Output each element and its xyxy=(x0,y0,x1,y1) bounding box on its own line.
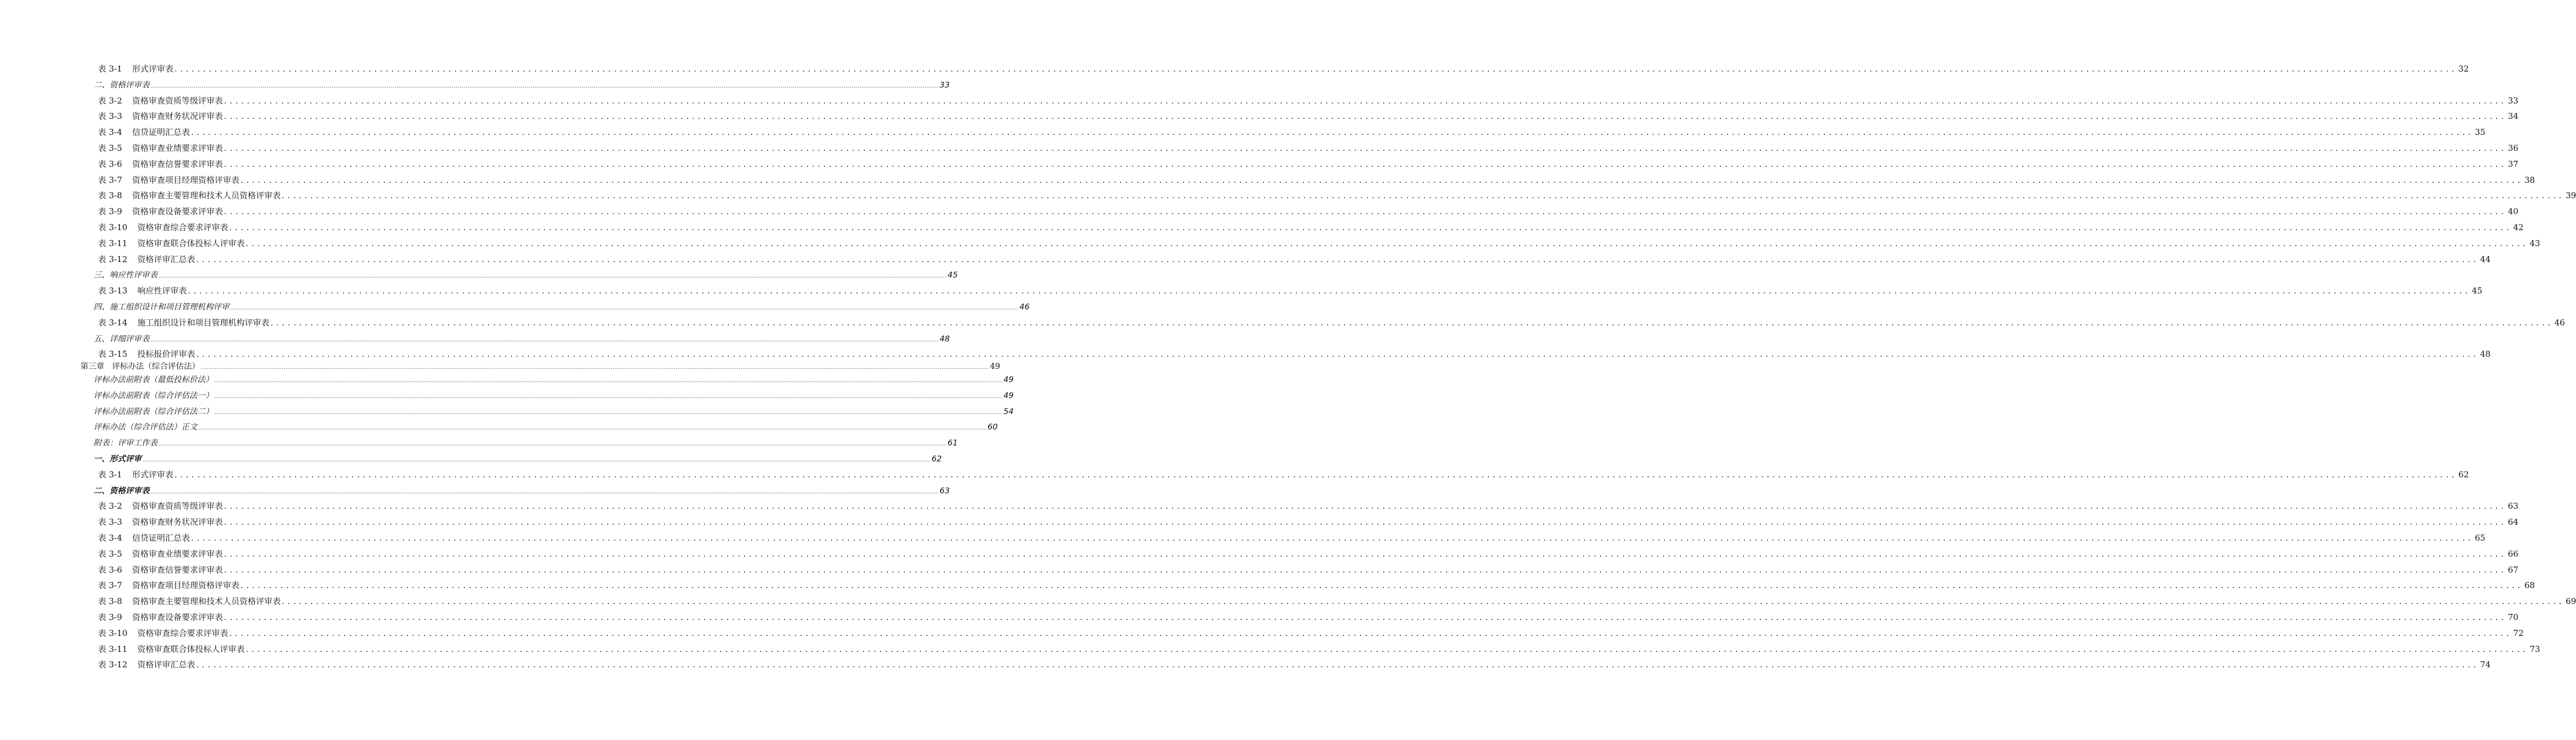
toc-entry-title xyxy=(98,174,239,186)
toc-entry-name: 资格审查主要管理和技术人员资格评审表 xyxy=(132,596,281,607)
toc-entry-name: 资格审查财务状况评审表 xyxy=(132,517,223,527)
toc-dot-leader: ................................................................................................................................................................................................................................................................................................................................................................................................................ xyxy=(223,564,2507,575)
toc-entry[interactable] xyxy=(98,532,2486,543)
toc-dot-leader: ................................................................................................................................................................................................................................................................................................................................................................................................................ xyxy=(143,457,931,463)
toc-entry[interactable] xyxy=(98,564,2519,575)
toc-entry-code: 表 3-6 xyxy=(98,564,122,575)
toc-entry-title xyxy=(98,126,190,138)
toc-dot-leader: ................................................................................................................................................................................................................................................................................................................................................................................................................ xyxy=(190,127,2474,138)
toc-entry-title xyxy=(98,469,173,480)
toc-page-number: 62 xyxy=(931,455,942,464)
toc-entry-title xyxy=(98,579,239,591)
toc-page-number: 45 xyxy=(2471,286,2482,296)
toc-dot-leader: ................................................................................................................................................................................................................................................................................................................................................................................................................ xyxy=(214,378,1002,384)
toc-dot-leader: ................................................................................................................................................................................................................................................................................................................................................................................................................ xyxy=(196,254,2479,264)
toc-entry-code: 表 3-2 xyxy=(98,501,122,512)
toc-entry-name: 资格审查业绩要求评审表 xyxy=(132,548,223,559)
toc-entry[interactable] xyxy=(98,500,2519,512)
toc-entry-name: 资格审查设备要求评审表 xyxy=(132,612,223,622)
toc-entry-title xyxy=(98,158,223,170)
toc-page-number: 62 xyxy=(2458,469,2469,480)
toc-dot-leader: ................................................................................................................................................................................................................................................................................................................................................................................................................ xyxy=(150,336,938,343)
toc-entry-name: 资格审查设备要求评审表 xyxy=(132,206,223,217)
toc-entry[interactable] xyxy=(98,142,2519,154)
toc-entry-name: 资格审查资质等级评审表 xyxy=(132,95,223,106)
toc-dot-leader: ................................................................................................................................................................................................................................................................................................................................................................................................................ xyxy=(223,206,2507,217)
toc-entry-code: 表 3-12 xyxy=(98,254,128,264)
toc-page-number: 45 xyxy=(947,271,958,280)
toc-dot-leader: ................................................................................................................................................................................................................................................................................................................................................................................................................ xyxy=(214,409,1002,416)
toc-page-number: 46 xyxy=(2554,317,2565,328)
toc-dot-leader: ................................................................................................................................................................................................................................................................................................................................................................................................................ xyxy=(223,548,2507,559)
toc-entry-title: 五、详细评审表 xyxy=(94,334,150,344)
toc-entry-title xyxy=(98,348,195,360)
toc-page-number: 60 xyxy=(987,423,998,432)
toc-entry-title: 二、资格评审表 xyxy=(94,486,150,496)
toc-entry[interactable] xyxy=(98,516,2519,527)
toc-entry[interactable] xyxy=(98,253,2491,265)
toc-dot-leader: ................................................................................................................................................................................................................................................................................................................................................................................................................ xyxy=(159,441,947,448)
toc-entry-code: 表 3-10 xyxy=(98,628,128,638)
toc-entry-code: 表 3-14 xyxy=(98,317,128,328)
toc-dot-leader: ................................................................................................................................................................................................................................................................................................................................................................................................................ xyxy=(240,175,2524,185)
toc-entry[interactable] xyxy=(98,63,2469,74)
toc-entry-code: 表 3-3 xyxy=(98,111,122,122)
toc-entry-title xyxy=(98,253,195,265)
toc-entry-title xyxy=(98,548,223,559)
toc-entry-title xyxy=(98,285,187,296)
toc-page-number: 69 xyxy=(2566,596,2576,607)
toc-entry-title: 四、施工组织设计和项目管理机构评审 xyxy=(94,303,230,312)
toc-entry[interactable] xyxy=(80,360,1000,372)
toc-entry[interactable] xyxy=(98,237,2540,249)
toc-entry-name: 资格审查联合体投标人评审表 xyxy=(137,238,245,248)
toc-page-number: 32 xyxy=(2458,64,2469,74)
toc-page-number: 70 xyxy=(2508,612,2519,622)
toc-dot-leader: ................................................................................................................................................................................................................................................................................................................................................................................................................ xyxy=(159,273,947,280)
toc-page-number: 65 xyxy=(2475,533,2486,543)
toc-entry-name: 资格审查资质等级评审表 xyxy=(132,501,223,512)
toc-entry[interactable] xyxy=(98,317,2565,328)
toc-dot-leader: ................................................................................................................................................................................................................................................................................................................................................................................................................ xyxy=(196,660,2479,670)
toc-dot-leader: ................................................................................................................................................................................................................................................................................................................................................................................................................ xyxy=(214,393,1002,400)
toc-entry[interactable] xyxy=(94,79,950,90)
toc-entry[interactable] xyxy=(98,158,2519,170)
toc-entry-name: 资格审查项目经理资格评审表 xyxy=(132,175,239,185)
toc-entry-code: 表 3-1 xyxy=(98,64,122,74)
toc-entry-code: 表 3-9 xyxy=(98,206,122,217)
toc-entry-code: 表 3-10 xyxy=(98,222,128,232)
toc-page-number: 66 xyxy=(2508,548,2519,559)
toc-page-number: 64 xyxy=(2508,517,2519,527)
toc-entry-title xyxy=(98,189,281,201)
toc-dot-leader: ................................................................................................................................................................................................................................................................................................................................................................................................................ xyxy=(223,159,2507,169)
toc-dot-leader: ................................................................................................................................................................................................................................................................................................................................................................................................................ xyxy=(196,349,2479,360)
toc-dot-leader: ................................................................................................................................................................................................................................................................................................................................................................................................................ xyxy=(281,191,2565,201)
toc-entry[interactable] xyxy=(98,579,2535,591)
toc-entry-code: 表 3-11 xyxy=(98,644,128,654)
toc-page-number: 33 xyxy=(939,80,950,90)
toc-page-number: 40 xyxy=(2508,206,2519,217)
toc-page-number: 48 xyxy=(2480,349,2491,360)
toc-dot-leader: ................................................................................................................................................................................................................................................................................................................................................................................................................ xyxy=(223,612,2507,622)
toc-entry-title: 一、形式评审 xyxy=(94,455,141,464)
toc-entry-title xyxy=(98,110,223,122)
toc-entry-code: 表 3-15 xyxy=(98,349,128,360)
toc-dot-leader: ................................................................................................................................................................................................................................................................................................................................................................................................................ xyxy=(270,317,2553,328)
toc-entry[interactable] xyxy=(98,189,2576,201)
toc-entry-code: 第三章 xyxy=(80,362,105,372)
toc-entry[interactable] xyxy=(98,348,2491,360)
toc-entry[interactable] xyxy=(94,405,1014,417)
toc-entry-title xyxy=(98,516,223,527)
toc-entry-code: 表 3-13 xyxy=(98,286,128,296)
toc-entry[interactable] xyxy=(98,174,2535,186)
toc-entry-name: 形式评审表 xyxy=(132,469,173,480)
toc-dot-leader: ................................................................................................................................................................................................................................................................................................................................................................................................................ xyxy=(150,488,938,495)
toc-dot-leader: ................................................................................................................................................................................................................................................................................................................................................................................................................ xyxy=(245,644,2529,654)
toc-page-number: 49 xyxy=(990,362,1000,372)
toc-page-number: 61 xyxy=(947,439,958,448)
toc-entry-code: 表 3-12 xyxy=(98,660,128,670)
toc-dot-leader: ................................................................................................................................................................................................................................................................................................................................................................................................................ xyxy=(229,628,2512,638)
toc-entry-title xyxy=(98,221,228,233)
toc-page-number: 54 xyxy=(1003,407,1014,416)
toc-entry-title: 评标办法前附表（综合评估法二） xyxy=(94,407,214,416)
toc-dot-leader: ................................................................................................................................................................................................................................................................................................................................................................................................................ xyxy=(201,364,989,371)
toc-entry-name: 形式评审表 xyxy=(132,64,173,74)
toc-page-number: 74 xyxy=(2480,660,2491,670)
toc-page-number: 43 xyxy=(2529,238,2540,248)
toc-dot-leader: ................................................................................................................................................................................................................................................................................................................................................................................................................ xyxy=(223,143,2507,153)
toc-entry-code: 表 3-7 xyxy=(98,580,122,591)
toc-entry[interactable] xyxy=(94,485,950,496)
toc-entry-title xyxy=(98,659,195,670)
toc-entry-code: 表 3-5 xyxy=(98,143,122,153)
toc-page-number: 39 xyxy=(2566,191,2576,201)
toc-entry[interactable] xyxy=(94,421,998,432)
toc-entry-title xyxy=(98,627,228,639)
toc-entry[interactable] xyxy=(94,389,1014,401)
toc-entry[interactable] xyxy=(98,643,2540,655)
toc-page-number: 67 xyxy=(2508,564,2519,575)
toc-entry-name: 信贷证明汇总表 xyxy=(132,533,190,543)
toc-entry-name: 资格审查财务状况评审表 xyxy=(132,111,223,122)
toc-entry[interactable] xyxy=(98,469,2469,480)
toc-entry-name: 资格审查联合体投标人评审表 xyxy=(137,644,245,654)
toc-dot-leader: ................................................................................................................................................................................................................................................................................................................................................................................................................ xyxy=(245,238,2529,248)
toc-entry-name: 资格审查综合要求评审表 xyxy=(137,222,228,232)
toc-entry[interactable] xyxy=(94,453,942,464)
toc-page-number: 35 xyxy=(2475,127,2486,138)
toc-entry-code: 表 3-8 xyxy=(98,596,122,607)
toc-entry-code: 表 3-4 xyxy=(98,533,122,543)
toc-page-number: 33 xyxy=(2508,95,2519,106)
toc-entry-name: 资格评审汇总表 xyxy=(137,660,195,670)
toc-entry[interactable] xyxy=(98,221,2524,233)
toc-dot-leader: ................................................................................................................................................................................................................................................................................................................................................................................................................ xyxy=(230,305,1018,311)
toc-entry-title xyxy=(98,63,173,74)
toc-dot-leader: ................................................................................................................................................................................................................................................................................................................................................................................................................ xyxy=(174,469,2458,480)
toc-entry-title xyxy=(98,317,269,328)
toc-entry[interactable] xyxy=(98,627,2524,639)
toc-entry-title xyxy=(98,532,190,543)
toc-dot-leader: ................................................................................................................................................................................................................................................................................................................................................................................................................ xyxy=(174,64,2458,74)
toc-entry-title: 三、响应性评审表 xyxy=(94,271,157,280)
toc-entry-name: 评标办法（综合评估法） xyxy=(112,362,200,372)
toc-entry-name: 资格审查综合要求评审表 xyxy=(137,628,228,638)
toc-entry-code: 表 3-6 xyxy=(98,159,122,169)
toc-entry[interactable] xyxy=(94,301,1030,312)
toc-page-number: 42 xyxy=(2513,222,2524,232)
toc-entry-code: 表 3-4 xyxy=(98,127,122,138)
toc-entry-title xyxy=(98,643,244,655)
toc-entry-title xyxy=(98,564,223,575)
toc-entry-title xyxy=(98,142,223,154)
toc-entry-title xyxy=(98,237,244,249)
toc-entry-title xyxy=(98,611,223,623)
toc-entry-code: 表 3-11 xyxy=(98,238,128,248)
toc-entry-title xyxy=(98,500,223,512)
toc-page-number: 49 xyxy=(1003,391,1014,400)
toc-page-number: 68 xyxy=(2524,580,2535,591)
toc-entry[interactable] xyxy=(94,373,1014,385)
toc-entry-code: 表 3-2 xyxy=(98,95,122,106)
toc-entry[interactable] xyxy=(98,95,2519,106)
toc-entry-code: 表 3-1 xyxy=(98,469,122,480)
toc-entry-name: 资格审查信誉要求评审表 xyxy=(132,564,223,575)
toc-dot-leader: ................................................................................................................................................................................................................................................................................................................................................................................................................ xyxy=(198,425,986,432)
toc-entry[interactable] xyxy=(98,285,2482,296)
toc-entry[interactable] xyxy=(98,659,2491,670)
toc-dot-leader: ................................................................................................................................................................................................................................................................................................................................................................................................................ xyxy=(190,533,2474,543)
toc-entry-title: 二、资格评审表 xyxy=(94,80,150,90)
toc-entry-name: 响应性评审表 xyxy=(137,286,187,296)
toc-dot-leader: ................................................................................................................................................................................................................................................................................................................................................................................................................ xyxy=(223,95,2507,106)
toc-dot-leader: ................................................................................................................................................................................................................................................................................................................................................................................................................ xyxy=(150,83,938,89)
toc-entry[interactable] xyxy=(98,126,2486,138)
toc-entry-code: 表 3-5 xyxy=(98,548,122,559)
toc-entry[interactable] xyxy=(94,437,958,448)
toc-entry[interactable] xyxy=(98,611,2519,623)
toc-dot-leader: ................................................................................................................................................................................................................................................................................................................................................................................................................ xyxy=(223,111,2507,122)
toc-entry-name: 资格评审汇总表 xyxy=(137,254,195,264)
toc-page-number: 63 xyxy=(939,486,950,496)
toc-page-number: 73 xyxy=(2529,644,2540,654)
toc-page-number: 44 xyxy=(2480,254,2491,264)
toc-entry-code: 表 3-7 xyxy=(98,175,122,185)
toc-entry[interactable] xyxy=(94,269,958,280)
toc-entry-title: 评标办法前附表（综合评估法一） xyxy=(94,391,214,400)
toc-entry-code: 表 3-9 xyxy=(98,612,122,622)
toc-entry-title xyxy=(98,95,223,106)
toc-dot-leader: ................................................................................................................................................................................................................................................................................................................................................................................................................ xyxy=(223,501,2507,512)
toc-page-number: 63 xyxy=(2508,501,2519,512)
toc-page-number: 48 xyxy=(939,334,950,344)
toc-page-number: 34 xyxy=(2508,111,2519,122)
toc-page-number: 46 xyxy=(1019,303,1030,312)
toc-entry-name: 资格审查主要管理和技术人员资格评审表 xyxy=(132,191,281,201)
toc-entry-title: 评标办法（综合评估法）正文 xyxy=(94,423,198,432)
toc-entry[interactable] xyxy=(98,205,2519,217)
toc-entry-name: 资格审查信誉要求评审表 xyxy=(132,159,223,169)
toc-page-number: 36 xyxy=(2508,143,2519,153)
toc-entry-name: 信贷证明汇总表 xyxy=(132,127,190,138)
toc-entry-name: 投标报价评审表 xyxy=(137,349,195,360)
toc-entry-code: 表 3-3 xyxy=(98,517,122,527)
toc-dot-leader: ................................................................................................................................................................................................................................................................................................................................................................................................................ xyxy=(229,222,2512,232)
toc-entry-title: 评标办法前附表（最低投标价法） xyxy=(94,376,214,384)
toc-entry[interactable] xyxy=(98,110,2519,122)
toc-entry-name: 资格审查项目经理资格评审表 xyxy=(132,580,239,591)
toc-entry-title xyxy=(80,360,200,372)
toc-entry-title: 附表：评审工作表 xyxy=(94,439,157,448)
toc-dot-leader: ................................................................................................................................................................................................................................................................................................................................................................................................................ xyxy=(240,580,2524,591)
toc-page-number: 38 xyxy=(2524,175,2535,185)
toc-page-number: 37 xyxy=(2508,159,2519,169)
toc-page-number: 49 xyxy=(1003,376,1014,384)
toc-entry[interactable] xyxy=(94,333,950,344)
toc-entry[interactable] xyxy=(98,595,2576,607)
toc-entry-title xyxy=(98,205,223,217)
toc-dot-leader: ................................................................................................................................................................................................................................................................................................................................................................................................................ xyxy=(188,286,2471,296)
toc-entry[interactable] xyxy=(98,548,2519,559)
toc-page-number: 72 xyxy=(2513,628,2524,638)
toc-dot-leader: ................................................................................................................................................................................................................................................................................................................................................................................................................ xyxy=(281,596,2565,607)
toc-entry-code: 表 3-8 xyxy=(98,191,122,201)
toc-dot-leader: ................................................................................................................................................................................................................................................................................................................................................................................................................ xyxy=(223,517,2507,527)
toc-entry-title xyxy=(98,595,281,607)
toc-entry-name: 施工组织设计和项目管理机构评审表 xyxy=(137,317,270,328)
toc-entry-name: 资格审查业绩要求评审表 xyxy=(132,143,223,153)
